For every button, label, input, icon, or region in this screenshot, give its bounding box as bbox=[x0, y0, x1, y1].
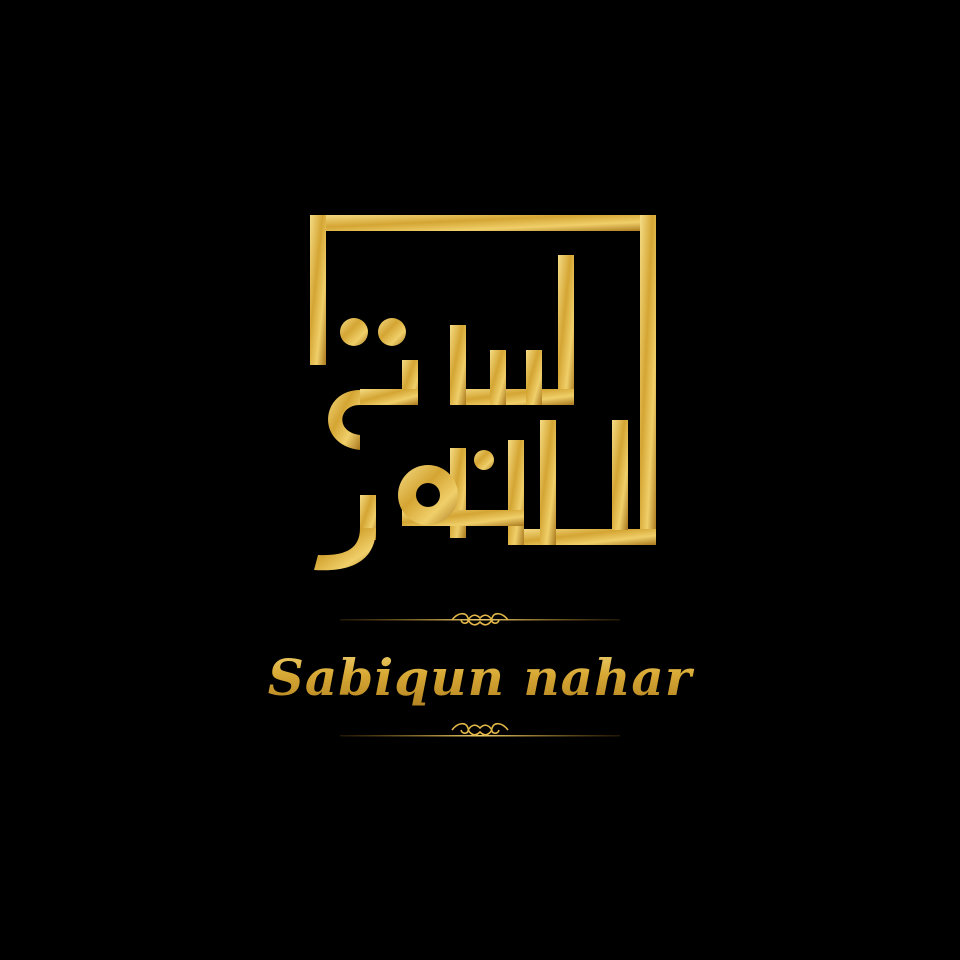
ornamental-scroll-divider-icon bbox=[340, 722, 620, 742]
kufic-emblem-logo bbox=[300, 210, 662, 590]
brand-name-text: Sabiqun nahar bbox=[240, 638, 720, 718]
gold-kufic-square-icon bbox=[300, 210, 662, 590]
ornamental-scroll-divider-icon bbox=[340, 610, 620, 630]
divider-top bbox=[340, 610, 620, 630]
divider-bottom bbox=[340, 722, 620, 742]
emblem-lettering bbox=[314, 255, 628, 570]
